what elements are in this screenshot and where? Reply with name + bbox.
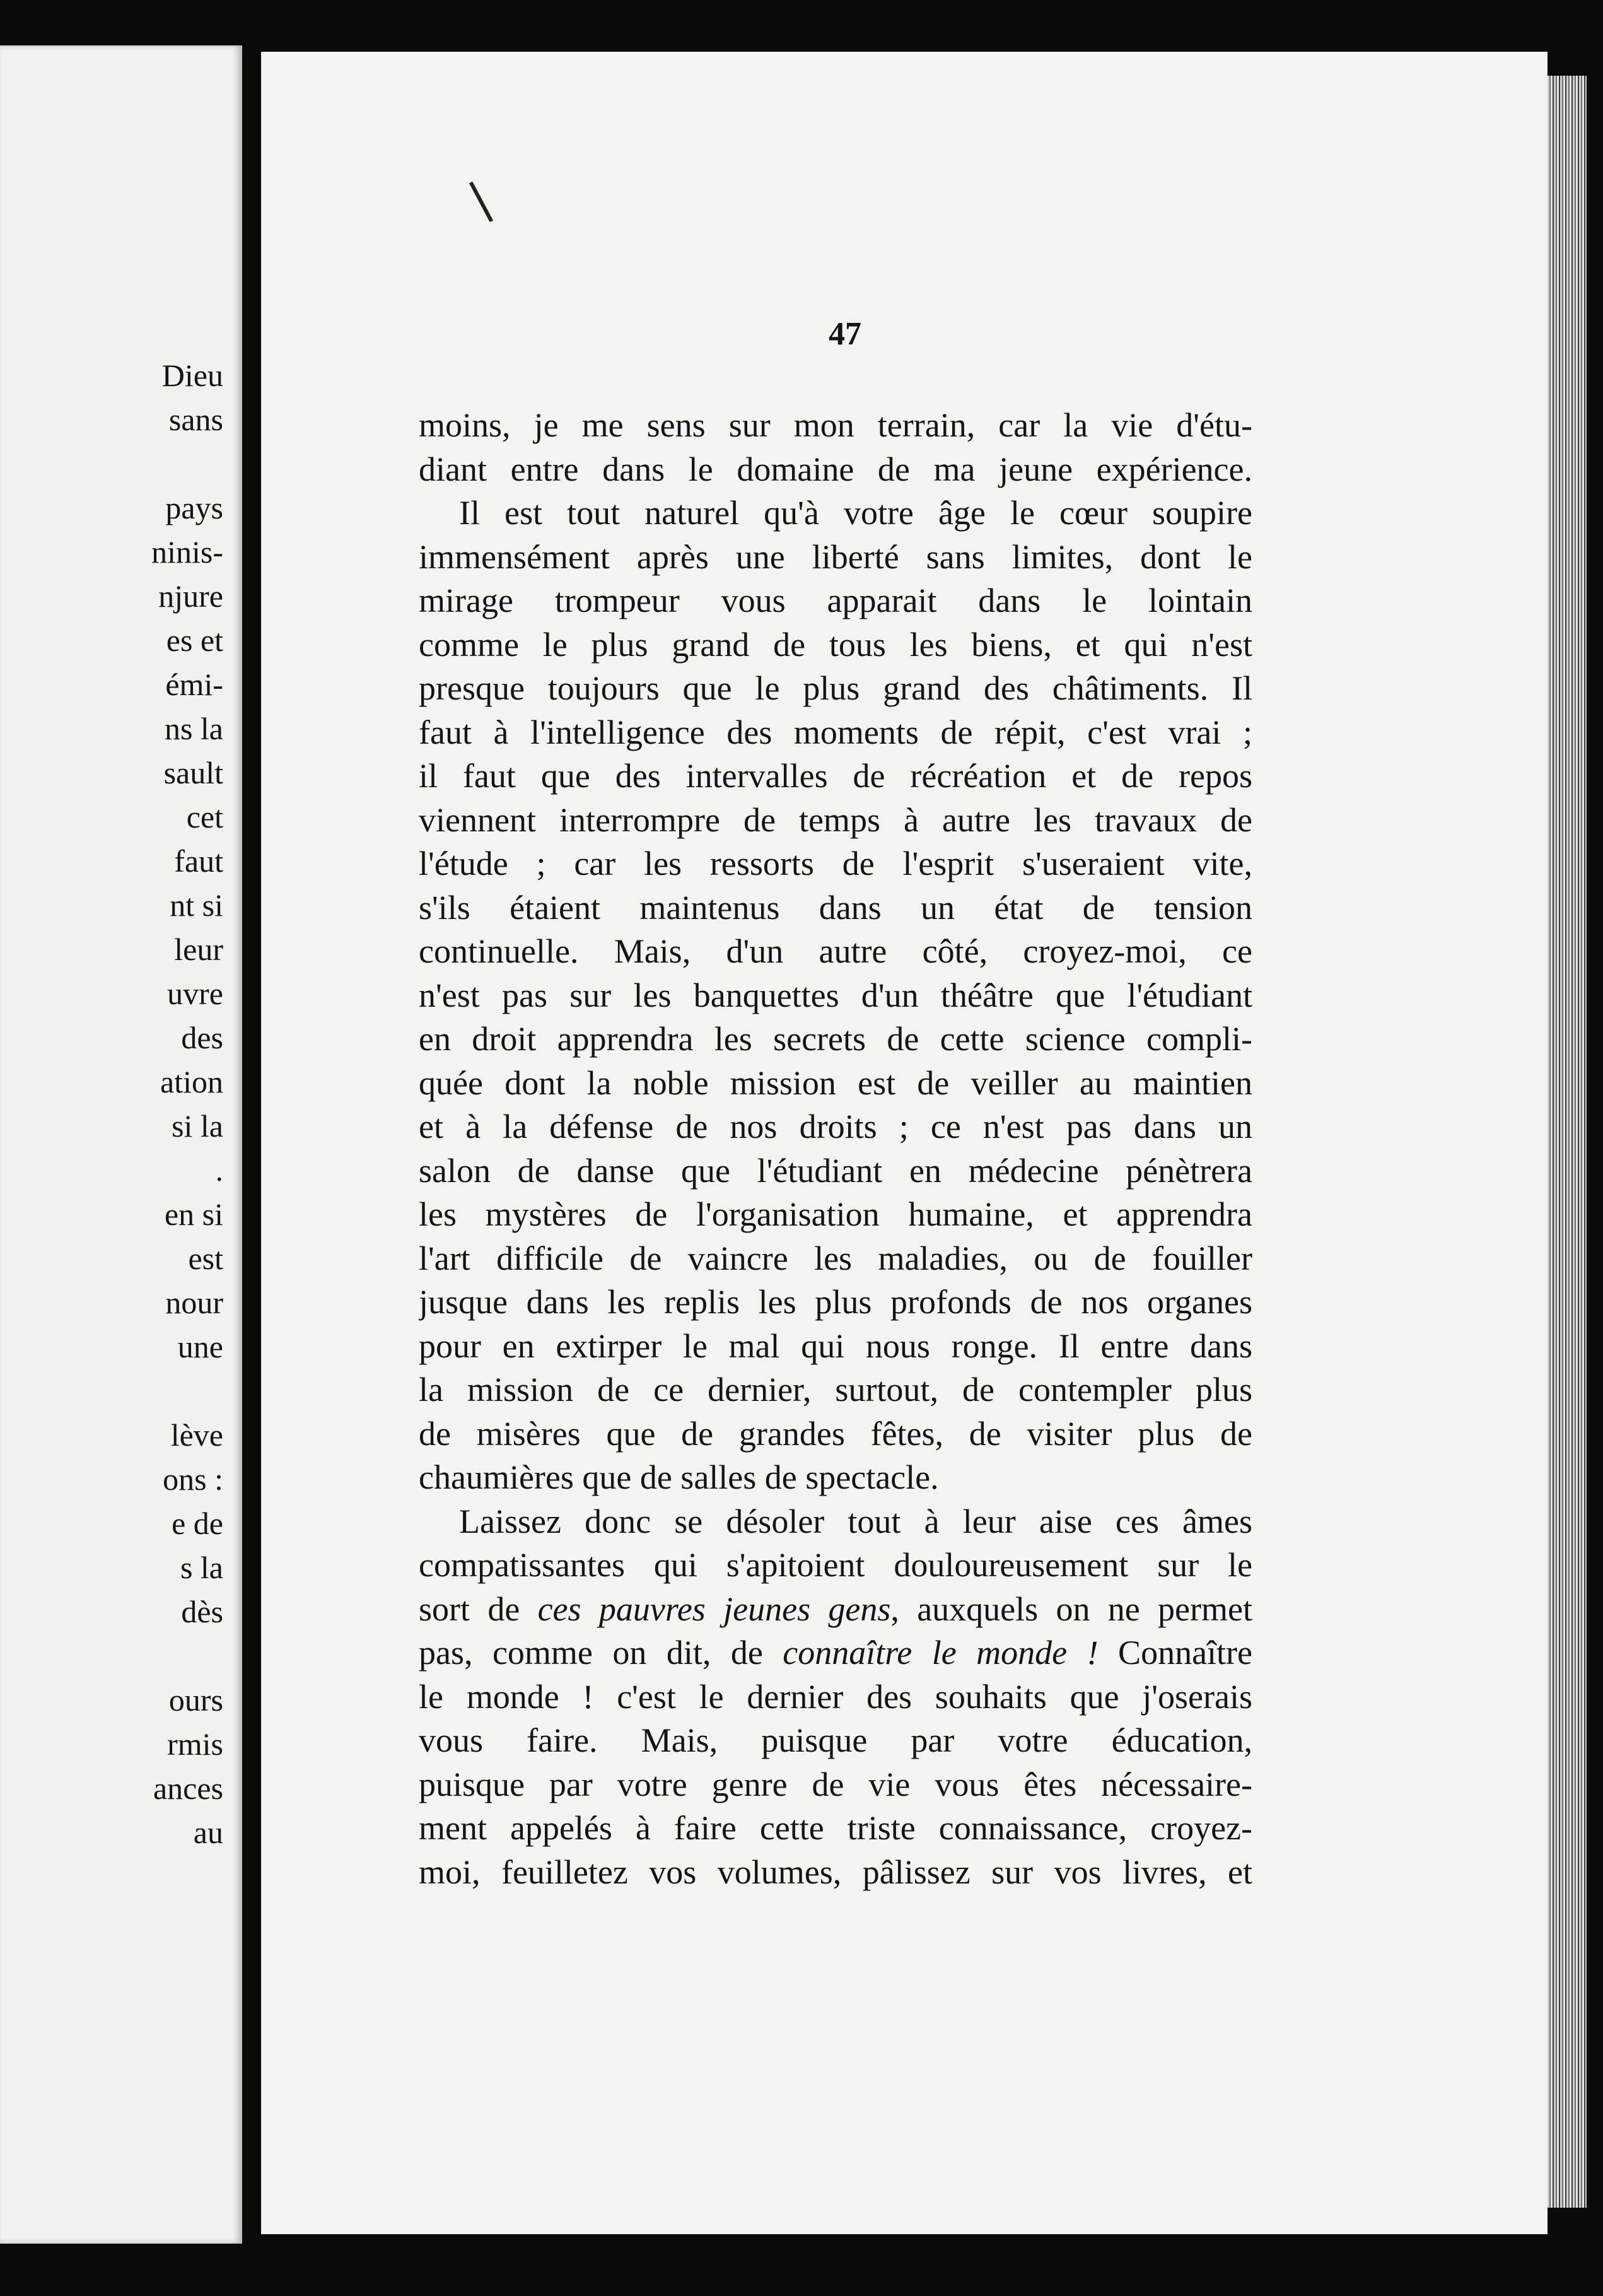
text-line: puisque par votre genre de vie vous êtes nécessaire- [419,1765,1252,1803]
text-line: chaumières que de salles de spectacle. [419,1458,939,1496]
left-fragment: une [177,1329,223,1364]
left-fragment: au [193,1815,223,1850]
text-line: viennent interrompre de temps à autre les travaux de [419,800,1252,839]
left-fragment: Dieu [161,358,223,393]
left-fragment: leur [174,932,223,967]
italic-phrase: ces pauvres jeunes gens [537,1590,891,1628]
left-fragment: rmis [167,1726,223,1762]
text-line: ment appelés à faire cette triste connaissance, croyez- [419,1809,1252,1847]
text-line: comme le plus grand de tous les biens, et qui n'est [419,625,1252,664]
text-segment: Connaître [1098,1634,1252,1672]
text-line: Il est tout naturel qu'à votre âge le cœur soupire [459,494,1252,532]
text-line [419,1588,1252,1632]
left-fragment: ns la [164,711,223,746]
text-line: moi, feuilletez vos volumes, pâlissez sur vos livres, et [419,1853,1252,1891]
left-fragment: ours [168,1682,223,1718]
text-line: continuelle. Mais, d'un autre côté, croyez-moi, ce [419,932,1252,970]
left-fragment: es et [166,623,223,658]
left-page [0,45,242,2244]
left-fragment: si la [172,1108,223,1144]
text-line: le monde ! c'est le dernier des souhaits que j'oserais [419,1677,1252,1716]
text-line: n'est pas sur les banquettes d'un théâtre que l'étudiant [419,976,1252,1014]
left-fragment: uvre [167,976,223,1011]
left-fragment: des [181,1020,223,1055]
page-edge [1548,76,1587,2208]
left-fragment: est [188,1241,223,1276]
text-line: moins, je me sens sur mon terrain, car la vie d'étu- [419,406,1252,444]
text-line: jusque dans les replis les plus profonds de nos organes [419,1283,1252,1321]
left-fragment: ninis- [151,534,223,570]
text-line: faut à l'intelligence des moments de répit, c'est vrai ; [419,713,1252,751]
text-line: de misères que de grandes fêtes, de visiter plus de [419,1414,1252,1453]
text-line: il faut que des intervalles de récréation et de repos [419,757,1252,795]
page-number: 47 [829,316,861,352]
text-segment: , auxquels on ne permet [890,1590,1252,1628]
text-line: diant entre dans le domaine de ma jeune expérience. [419,450,1252,488]
text-segment: pas, comme on dit, de [419,1634,783,1672]
left-fragment: nt si [170,887,223,923]
text-line: mirage trompeur vous apparait dans le lointain [419,582,1252,619]
text-line: compatissantes qui s'apitoient douloureusement sur le [419,1546,1252,1584]
left-fragment: émi- [165,667,223,702]
text-line: en droit apprendra les secrets de cette science compli- [419,1020,1252,1058]
left-fragment: e de [172,1506,223,1541]
left-fragment: faut [174,843,223,879]
left-fragment: sans [168,402,223,437]
text-line: les mystères de l'organisation humaine, et apprendra [419,1195,1252,1233]
text-line: et à la défense de nos droits ; ce n'est pas dans un [419,1108,1252,1145]
left-fragment: nour [165,1285,223,1320]
left-fragment: . [215,1152,223,1188]
left-fragment: pays [165,490,223,525]
text-line: presque toujours que le plus grand des châtiments. Il [419,669,1252,707]
left-fragment: s la [180,1550,223,1585]
left-fragment: lève [170,1417,223,1453]
text-line: vous faire. Mais, puisque par votre éducation, [419,1721,1252,1759]
text-line: salon de danse que l'étudiant en médecine pénètrera [419,1151,1252,1190]
italic-phrase: connaître le monde ! [783,1634,1099,1672]
text-line: la mission de ce dernier, surtout, de contempler plus [419,1371,1252,1409]
text-line [419,1631,1252,1675]
text-line: pour en extirper le mal qui nous ronge. Il entre dans [419,1327,1252,1365]
left-fragment: ances [153,1771,223,1806]
text-line: Laissez donc se désoler tout à leur aise ces âmes [459,1502,1252,1540]
left-fragment: en si [164,1197,223,1232]
left-fragment: dès [181,1594,223,1629]
text-line: s'ils étaient maintenus dans un état de tension [419,888,1252,927]
body-text [419,404,1252,1894]
left-fragment: sault [163,755,223,790]
left-fragment: njure [158,578,223,614]
text-line: immensément après une liberté sans limites, dont le [419,537,1252,576]
text-segment: sort de [419,1590,538,1628]
left-fragment: ation [160,1064,223,1099]
text-line: l'étude ; car les ressorts de l'esprit s'useraient vite, [419,845,1252,882]
text-line: l'art difficile de vaincre les maladies, ou de fouiller [419,1239,1252,1277]
left-fragment: ons : [163,1461,223,1497]
left-fragment: cet [186,799,223,835]
text-line: quée dont la noble mission est de veiller au maintien [419,1063,1252,1102]
